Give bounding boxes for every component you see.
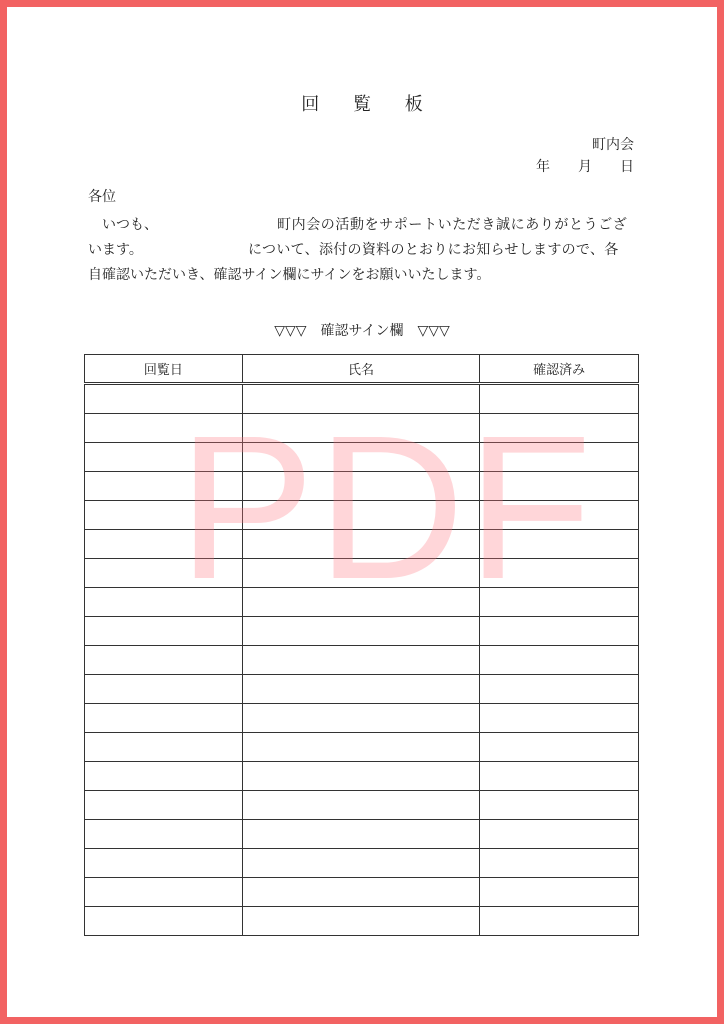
confirmed-cell[interactable] (480, 849, 639, 878)
table-row (85, 646, 639, 675)
table-row (85, 820, 639, 849)
body-line-2a: います。 (88, 242, 143, 258)
header-confirmed: 確認済み (480, 355, 639, 384)
name-cell[interactable] (242, 704, 480, 733)
name-cell[interactable] (242, 849, 480, 878)
header-name: 氏名 (242, 355, 480, 384)
date-cell[interactable] (85, 878, 243, 907)
table-row (85, 762, 639, 791)
date-cell[interactable] (85, 849, 243, 878)
confirmed-cell[interactable] (480, 791, 639, 820)
organization: 町内会 (592, 137, 634, 153)
confirmed-cell[interactable] (480, 675, 639, 704)
section-title: ▽▽▽ 確認サイン欄 ▽▽▽ (274, 323, 450, 339)
table-row (85, 791, 639, 820)
table-row (85, 675, 639, 704)
confirmed-cell[interactable] (480, 762, 639, 791)
confirmed-cell[interactable] (480, 878, 639, 907)
name-cell[interactable] (242, 762, 480, 791)
body-line-1a: いつも、 (102, 217, 158, 233)
table-header-row (85, 355, 639, 384)
date-cell[interactable] (85, 733, 243, 762)
body-line-2b: について、添付の資料のとおりにお知らせしますので、各 (248, 242, 619, 258)
pdf-watermark: PDF (178, 393, 594, 622)
date-cell[interactable] (85, 704, 243, 733)
body-line-1b: 町内会の活動をサポートいただき誠にありがとうござ (277, 217, 628, 233)
table-row (85, 849, 639, 878)
table-row (85, 733, 639, 762)
name-cell[interactable] (242, 907, 480, 936)
name-cell[interactable] (242, 733, 480, 762)
date-cell[interactable] (85, 820, 243, 849)
body-line-3: 自確認いただいき、確認サイン欄にサインをお願いいたします。 (88, 267, 491, 283)
confirmed-cell[interactable] (480, 907, 639, 936)
table-row (85, 704, 639, 733)
document-title: 回 覧 板 (301, 94, 437, 115)
date-cell[interactable] (85, 646, 243, 675)
name-cell[interactable] (242, 791, 480, 820)
salutation: 各位 (88, 189, 116, 205)
confirmed-cell[interactable] (480, 820, 639, 849)
date-cell[interactable] (85, 762, 243, 791)
confirmed-cell[interactable] (480, 733, 639, 762)
name-cell[interactable] (242, 675, 480, 704)
name-cell[interactable] (242, 878, 480, 907)
confirmed-cell[interactable] (480, 704, 639, 733)
table-row (85, 907, 639, 936)
date-cell[interactable] (85, 675, 243, 704)
name-cell[interactable] (242, 820, 480, 849)
confirmed-cell[interactable] (480, 646, 639, 675)
table-row (85, 878, 639, 907)
date-cell[interactable] (85, 791, 243, 820)
name-cell[interactable] (242, 646, 480, 675)
date-line: 年 月 日 (536, 159, 634, 175)
header-date: 回覧日 (85, 355, 243, 384)
date-cell[interactable] (85, 907, 243, 936)
